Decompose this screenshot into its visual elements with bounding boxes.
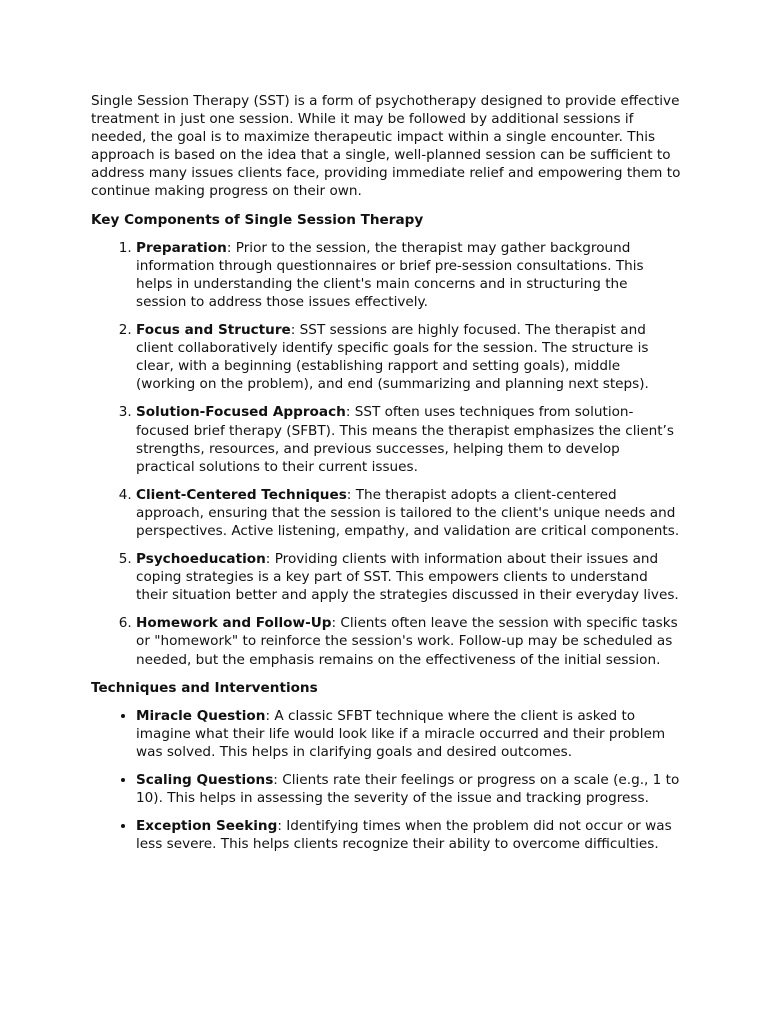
list-item-term: Solution-Focused Approach [136,404,346,421]
list-item [136,403,681,475]
list-item-text: : Prior to the session, the therapist may gather background information through questionnaires or brief pre-session consultations. This helps in understanding the client's main concerns and in structuring the session to address those issues effectively. [136,239,644,310]
document-page [91,92,681,863]
list-item-term: Client-Centered Techniques [136,486,347,503]
list-item-term: Scaling Questions [136,772,274,788]
list-item [136,486,681,540]
components-heading: Key Components of Single Session Therapy [91,211,424,228]
list-item-text: : Clients rate their feelings or progress on a scale (e.g., 1 to 10). This helps in assessing the severity of the issue and tracking progress. [136,772,680,807]
list-item-term: Homework and Follow-Up [136,615,332,632]
list-item-term: Miracle Question [136,707,266,724]
list-item [136,707,681,761]
list-item [136,614,681,668]
list-item-term: Psychoeducation [136,551,266,568]
list-item [136,817,681,853]
techniques-heading: Techniques and Interventions [91,679,318,696]
techniques-list [91,707,681,854]
list-item-text: : The therapist adopts a client-centered approach, ensuring that the session is tailored to the client's unique needs and perspectives. Active listening, empathy, and validation are critical components. [136,486,680,539]
list-item [136,550,681,604]
components-list [91,239,681,669]
list-item-text: : A classic SFBT technique where the client is asked to imagine what their life would look like if a miracle occurred and their problem was solved. This helps in clarifying goals and desired outcomes. [136,707,666,760]
list-item-text: : Providing clients with information about their issues and coping strategies is a key part of SST. This empowers clients to understand their situation better and apply the strategies discussed in their everyday lives. [136,551,679,604]
list-item-text: : SST sessions are highly focused. The therapist and client collaboratively identify specific goals for the session. The structure is clear, with a beginning (establishing rapport and setting goals), middle (working on the problem), and end (summarizing and planning next steps). [136,322,649,393]
list-item-text: : SST often uses techniques from solution-focused brief therapy (SFBT). This means the therapist emphasizes the client’s strengths, resources, and previous successes, helping them to develop practical solutions to their current issues. [136,404,674,475]
list-item-text: : Identifying times when the problem did not occur or was less severe. This helps clients recognize their ability to overcome difficulties. [136,818,672,853]
list-item-term: Preparation [136,239,227,256]
list-item-term: Exception Seeking [136,818,278,835]
list-item [136,321,681,393]
intro-paragraph: Single Session Therapy (SST) is a form of psychotherapy designed to provide effective treatment in just one session. While it may be followed by additional sessions if needed, the goal is to maximize therapeutic impact within a single encounter. This approach is based on the idea that a single, well-planned session can be sufficient to address many issues clients face, providing immediate relief and empowering them to continue making progress on their own. [91,93,681,200]
list-item [136,239,681,311]
list-item [136,771,681,807]
list-item-term: Focus and Structure [136,322,291,339]
list-item-text: : Clients often leave the session with specific tasks or "homework" to reinforce the session's work. Follow-up may be scheduled as needed, but the emphasis remains on the effectiveness of the initial session. [136,615,678,668]
